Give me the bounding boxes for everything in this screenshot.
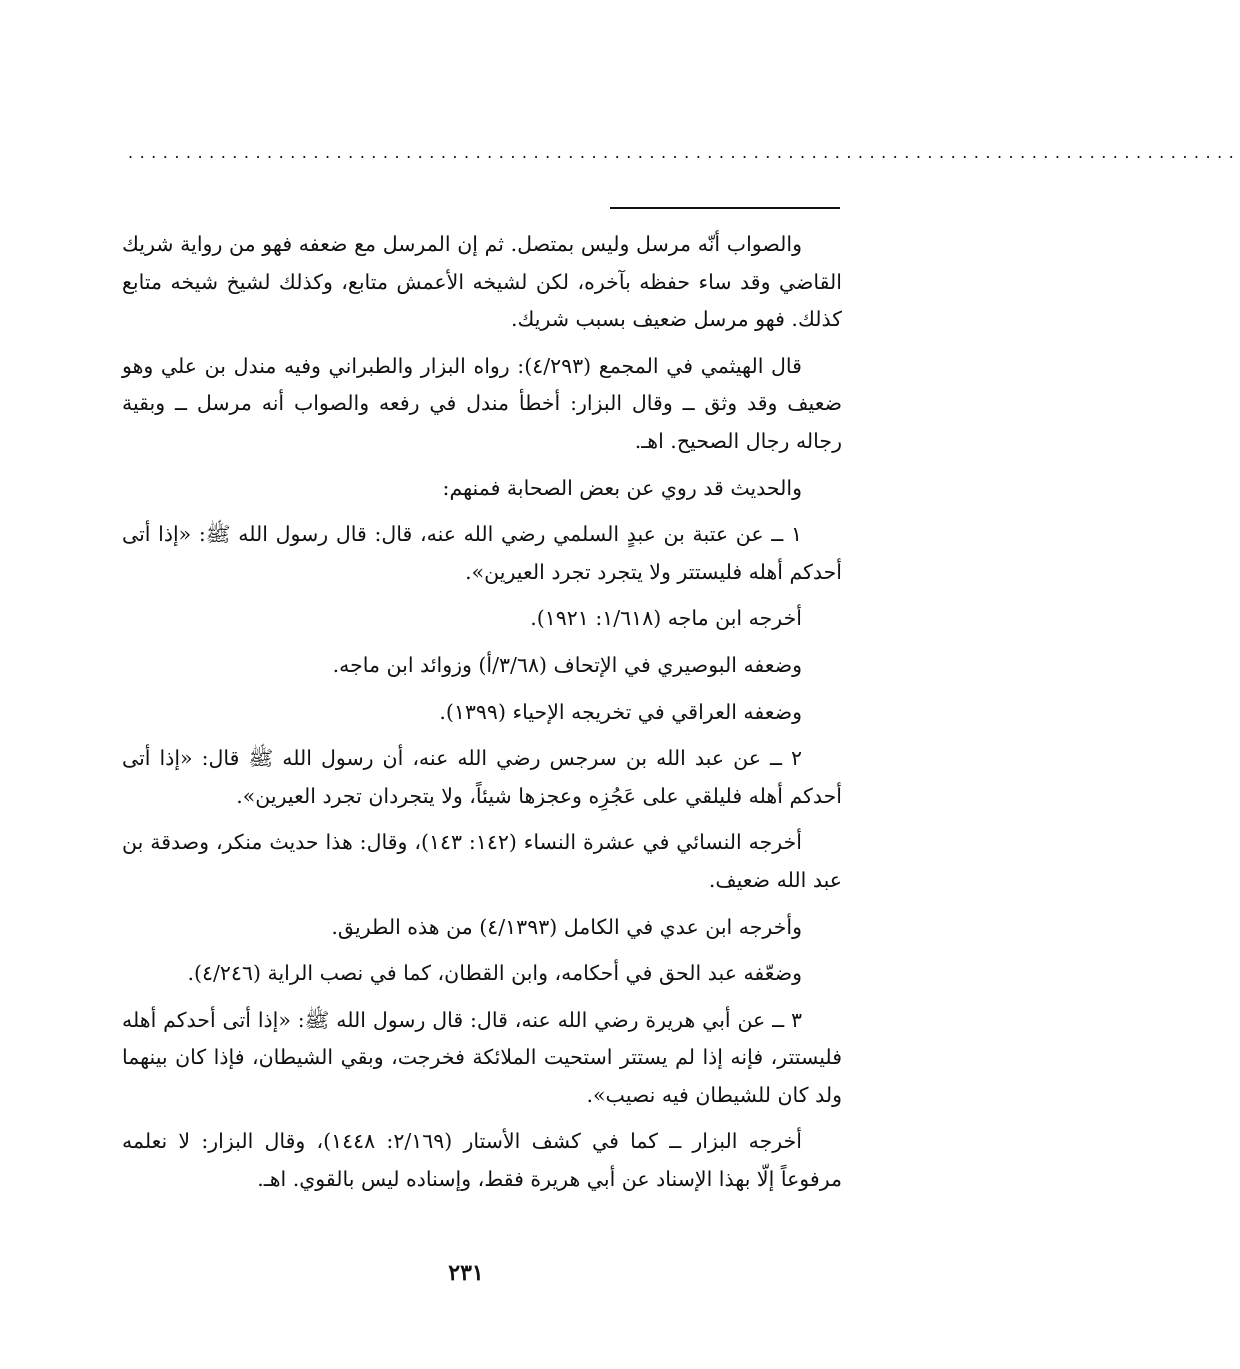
paragraph-conclusion: والصواب أنّه مرسل وليس بمتصل. ثم إن المرسل مع ضعفه فهو من رواية شريك القاضي وقد ساء حفظه بآخره، لكن لشيخه الأعمش متابع، وكذلك لشيخ شيخه متابع كذلك. فهو مرسل ضعيف بسبب شريك. — [122, 232, 842, 332]
paragraph-bazzar: أخرجه البزار ــ كما في كشف الأستار (٢/١٦٩: ١٤٤٨)، وقال البزار: لا نعلمه مرفوعاً إلّا بهذا الإسناد عن أبي هريرة فقط، وإسناده ليس بالقوي. اهـ. — [122, 1129, 842, 1192]
paragraph-iraqi: وضعفه العراقي في تخريجه الإحياء (١٣٩٩). — [439, 699, 802, 724]
paragraph-ibn-majah: أخرجه ابن ماجه (١/٦١٨: ١٩٢١). — [530, 606, 802, 631]
paragraph-hadith-1: ١ ــ عن عتبة بن عبدٍ السلمي رضي الله عنه، قال: قال رسول الله ﷺ: «إذا أتى أحدكم أهله فليستتر ولا يتجرد تجرد العيرين». — [122, 522, 842, 584]
paragraph-busiri: وضعفه البوصيري في الإتحاف (٣/٦٨/أ) وزوائد ابن ماجه. — [332, 652, 802, 677]
footnote-rule — [610, 207, 840, 209]
paragraph-intro-companions: والحديث قد روي عن بعض الصحابة فمنهم: — [442, 475, 802, 500]
paragraph-hadith-2: ٢ ــ عن عبد الله بن سرجس رضي الله عنه، أن رسول الله ﷺ قال: «إذا أتى أحدكم أهله فليلقي على عَجُزِه وعجزها شيئاً، ولا يتجردان تجرد العيرين». — [122, 746, 842, 808]
paragraph-nasai: أخرجه النسائي في عشرة النساء (١٤٢: ١٤٣)، وقال: هذا حديث منكر، وصدقة بن عبد الله ضعيف. — [122, 830, 842, 892]
paragraph-ibn-adi: وأخرجه ابن عدي في الكامل (٤/١٣٩٣) من هذه الطريق. — [331, 914, 802, 939]
paragraph-haythami: قال الهيثمي في المجمع (٤/٢٩٣): رواه البزار والطبراني وفيه مندل بن علي وهو ضعيف وقد وثق ــ وقال البزار: أخطأ مندل في رفعه والصواب أنه مرسل ــ وبقية رجاله رجال الصحيح. اهـ. — [122, 353, 842, 453]
page-number: ٢٣١ — [448, 1260, 484, 1286]
paragraph-abd-al-haqq: وضعّفه عبد الحق في أحكامه، وابن القطان، كما في نصب الراية (٤/٢٤٦). — [187, 961, 802, 986]
paragraph-hadith-3: ٣ ــ عن أبي هريرة رضي الله عنه، قال: قال رسول الله ﷺ: «إذا أتى أحدكم أهله فليستتر، فإنه إذا لم يستتر استحيت الملائكة فخرجت، وبقي الشيطان، فإذا كان بينهما ولد كان للشيطان فيه نصيب». — [122, 1007, 842, 1107]
dotted-separator: ................................................................................................ — [128, 143, 1240, 162]
page-body — [122, 226, 842, 1208]
